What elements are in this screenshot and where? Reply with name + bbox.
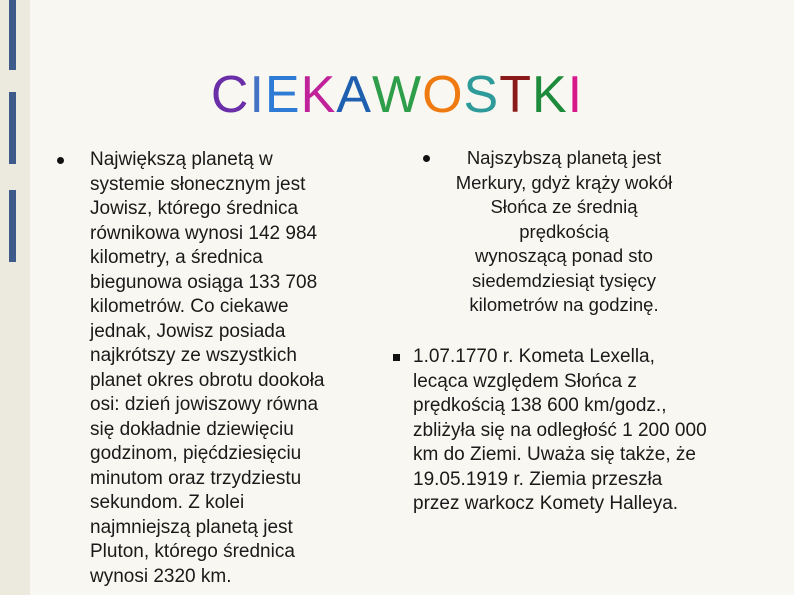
- bullet-square: [393, 354, 400, 361]
- title-letter: W: [371, 66, 423, 124]
- text-line: kilometry, a średnica: [90, 247, 263, 268]
- text-line: 19.05.1919 r. Ziemia przeszła: [413, 468, 663, 490]
- title-letter: S: [463, 66, 500, 124]
- text-line: najmniejszą planetą jest: [90, 516, 293, 538]
- text-line: biegunowa osiąga 133 708: [90, 271, 318, 293]
- text-line: Pluton, którego średnica: [90, 541, 295, 562]
- text-line: zbliżyła się na odległość 1 200 000: [413, 419, 707, 441]
- title-letter: A: [336, 66, 372, 124]
- title-letter: O: [422, 66, 464, 124]
- text-line: kilometrów na godzinę.: [469, 294, 659, 315]
- bullet-dot: [57, 157, 64, 164]
- text-line: godzinom, pięćdziesięciu: [90, 443, 302, 464]
- text-line: osi: dzień jowiszowy równa: [90, 394, 319, 415]
- title-letter: T: [499, 66, 532, 124]
- left-paragraph: [90, 148, 365, 589]
- bullet-dot: [423, 155, 430, 162]
- text-line: lecąca względem Słońca z: [413, 370, 637, 392]
- text-line: Merkury, gdyż krąży wokół: [455, 171, 673, 193]
- text-line: wynosi 2320 km.: [90, 565, 232, 587]
- text-line: Jowisz, którego średnica: [90, 198, 299, 219]
- text-line: równikowa wynosi 142 984: [90, 222, 318, 244]
- text-line: Słońca ze średnią prędkością: [490, 196, 638, 242]
- right-bottom-paragraph: [413, 345, 768, 517]
- title-letter: K: [531, 66, 568, 124]
- text-line: przez warkocz Komety Halleya.: [413, 493, 679, 514]
- text-line: wynoszącą ponad sto: [475, 245, 653, 266]
- right-top-paragraph: [446, 146, 682, 318]
- title-letter: I: [567, 66, 584, 124]
- text-line: się dokładnie dziewięciu: [90, 418, 294, 440]
- text-line: minutom oraz trzydziestu: [90, 467, 302, 489]
- text-line: prędkością 138 600 km/godz.,: [413, 395, 667, 416]
- text-line: sekundom. Z kolei: [90, 492, 245, 513]
- text-line: najkrótszy ze wszystkich: [90, 345, 297, 366]
- text-line: jednak, Jowisz posiada: [90, 320, 286, 342]
- edge-marker: [9, 190, 16, 262]
- title-letter: I: [249, 66, 265, 124]
- title-letter: E: [264, 66, 301, 124]
- text-line: 1.07.1770 r. Kometa Lexella,: [413, 346, 655, 367]
- text-line: kilometrów. Co ciekawe: [90, 296, 289, 317]
- text-line: systemie słonecznym jest: [90, 173, 306, 195]
- slide-title: [0, 64, 794, 126]
- edge-marker: [9, 0, 16, 70]
- title-letter: K: [300, 66, 337, 124]
- text-line: planet okres obrotu dookoła: [90, 369, 325, 391]
- text-line: Największą planetą w: [90, 149, 273, 170]
- text-line: km do Ziemi. Uważa się także, że: [413, 444, 696, 465]
- text-line: Najszybszą planetą jest: [466, 147, 662, 168]
- title-letter: C: [210, 66, 250, 124]
- text-line: siedemdziesiąt tysięcy: [471, 269, 657, 291]
